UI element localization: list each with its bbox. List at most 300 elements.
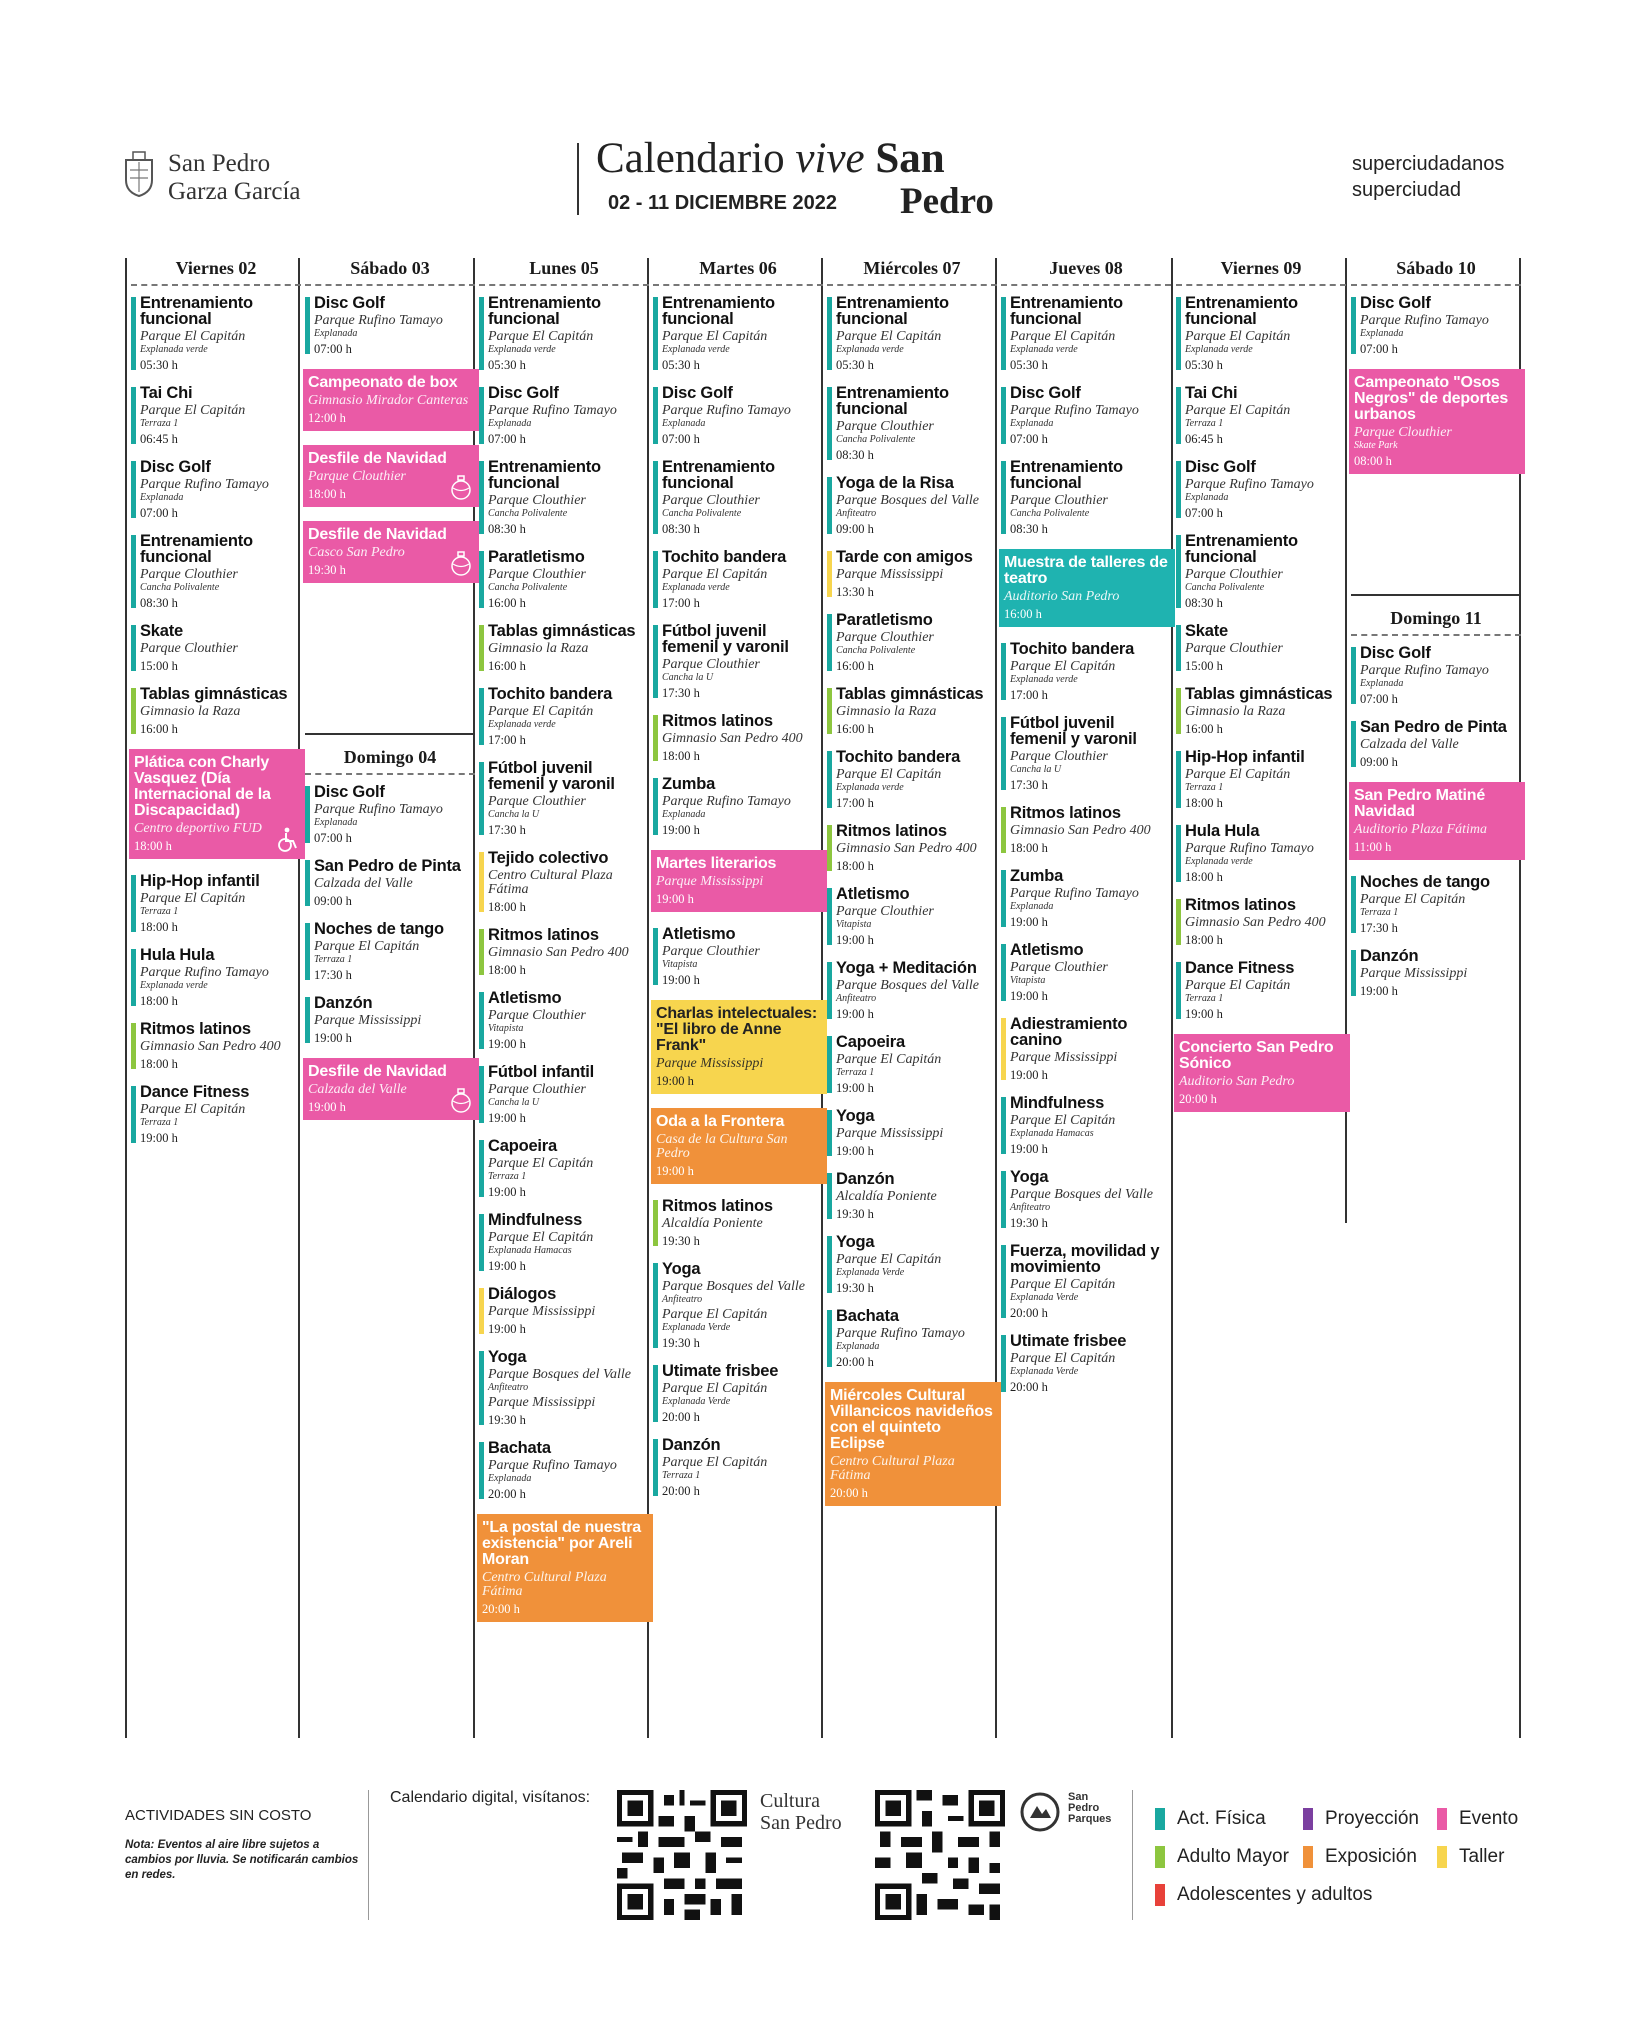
event-place: Parque Mississippi — [836, 1126, 944, 1141]
event-time: 18:00 h — [488, 963, 526, 977]
event-item — [1001, 1169, 1171, 1230]
event-title: Noches de tango — [314, 920, 444, 938]
legend-label: Adolescentes y adultos — [1177, 1884, 1373, 1905]
event-place: Alcaldía Poniente — [836, 1189, 937, 1204]
event-title: Utimate frisbee — [662, 1362, 779, 1380]
event-item — [479, 295, 649, 372]
event-subplace: Explanada — [1010, 418, 1054, 429]
event-place: Calzada del Valle — [314, 876, 413, 891]
event-title: Yoga + Meditación — [836, 959, 977, 977]
event-place: Parque El Capitán — [488, 1156, 594, 1171]
event-place: Gimnasio la Raza — [140, 704, 241, 719]
event-title: Disc Golf — [314, 783, 385, 801]
event-title: Campeonato "Osos Negros" de deportes urbanos — [1354, 374, 1509, 423]
municipality-name-line2: Garza García — [168, 178, 301, 205]
event-place: Parque El Capitán — [836, 1252, 942, 1267]
day-heading: Viernes 09 — [1176, 258, 1346, 286]
event-title: Ritmos latinos — [140, 1020, 251, 1038]
event-time: 07:00 h — [1010, 432, 1048, 446]
event-subplace: Explanada verde — [1185, 344, 1253, 355]
event-place: Parque El Capitán — [488, 704, 594, 719]
day-heading: Viernes 02 — [131, 258, 301, 286]
event-title: Yoga — [1010, 1168, 1049, 1186]
event-item — [827, 612, 997, 673]
event-subplace: Terraza 1 — [662, 1470, 701, 1481]
event-title: Martes literarios — [656, 855, 777, 872]
event-time: 17:30 h — [488, 823, 526, 837]
event-title: Tablas gimnásticas — [1185, 685, 1333, 703]
event-place: Parque El Capitán — [140, 891, 246, 906]
event-subplace: Anfiteatro — [836, 993, 877, 1004]
event-time: 19:00 h — [836, 1144, 874, 1158]
event-title: Atletismo — [1010, 941, 1084, 959]
event-place: Casa de la Cultura San Pedro — [656, 1132, 788, 1161]
event-time: 18:00 h — [1185, 870, 1223, 884]
event-title: Disc Golf — [1185, 458, 1256, 476]
event-subplace: Explanada Hamacas — [488, 1245, 572, 1256]
event-place: Parque El Capitán — [1010, 1351, 1116, 1366]
event-title: "La postal de nuestra existencia" por Areli Moran — [482, 1519, 641, 1568]
event-time: 18:00 h — [1185, 933, 1223, 947]
event-subplace: Terraza 1 — [314, 954, 353, 965]
day-column — [653, 258, 823, 1511]
event-box-teal — [999, 549, 1175, 627]
slogan-line1: superciudadanos — [1352, 153, 1505, 175]
event-box-pink — [303, 1058, 479, 1120]
event-item — [827, 1034, 997, 1095]
event-title: Tochito bandera — [662, 548, 787, 566]
municipality-name-line1: San Pedro — [168, 150, 271, 177]
event-time: 20:00 h — [836, 1355, 874, 1369]
event-item — [479, 1212, 649, 1273]
event-subplace: Explanada — [314, 817, 358, 828]
event-box-pink — [1349, 369, 1525, 474]
event-item — [1001, 868, 1171, 929]
day-heading: Lunes 05 — [479, 258, 649, 286]
event-title: Entrenamiento funcional — [488, 294, 601, 328]
event-time: 18:00 h — [836, 859, 874, 873]
event-title: San Pedro Matiné Navidad — [1354, 787, 1486, 820]
event-item — [827, 749, 997, 810]
event-item — [653, 1437, 823, 1498]
event-subplace: Explanada Verde — [662, 1396, 731, 1407]
event-place: Parque El Capitán — [1010, 659, 1116, 674]
event-item — [1351, 874, 1521, 935]
digital-calendar-label: Calendario digital, visítanos: — [390, 1789, 591, 1806]
event-subplace: Explanada Verde — [1010, 1366, 1079, 1377]
event-title: Capoeira — [488, 1137, 558, 1155]
event-time: 19:00 h — [836, 1081, 874, 1095]
event-time: 18:00 h — [488, 900, 526, 914]
event-item — [479, 850, 649, 914]
event-subplace: Explanada verde — [1185, 856, 1253, 867]
legend-label: Evento — [1459, 1808, 1519, 1829]
event-item — [1176, 459, 1346, 520]
event-item — [653, 385, 823, 446]
event-time: 19:00 h — [662, 823, 700, 837]
event-time: 08:30 h — [662, 522, 700, 536]
event-subplace: Cancha Polivalente — [836, 434, 916, 445]
event-time: 08:30 h — [488, 522, 526, 536]
event-item — [1176, 295, 1346, 372]
event-time: 17:00 h — [1010, 688, 1048, 702]
event-time: 18:00 h — [308, 487, 346, 501]
event-subplace: Cancha Polivalente — [488, 508, 568, 519]
event-item — [653, 459, 823, 536]
event-item — [131, 947, 301, 1008]
event-time: 16:00 h — [836, 722, 874, 736]
event-title: Ritmos latinos — [1185, 896, 1296, 914]
event-place: Parque Bosques del Valle — [836, 493, 979, 508]
event-time: 19:30 h — [488, 1413, 526, 1427]
event-title: Tai Chi — [1185, 384, 1238, 402]
event-time: 11:00 h — [1354, 840, 1392, 854]
event-time: 18:00 h — [1185, 796, 1223, 810]
event-subplace: Explanada — [1360, 328, 1404, 339]
event-time: 19:00 h — [140, 1131, 178, 1145]
event-title: Hip-Hop infantil — [140, 872, 260, 890]
day-column — [305, 258, 475, 1134]
event-place: Parque Clouthier — [1354, 425, 1452, 440]
page-footer — [0, 1780, 1630, 2032]
event-item — [827, 295, 997, 372]
event-time: 16:00 h — [1004, 607, 1042, 621]
event-time: 19:00 h — [836, 1007, 874, 1021]
legend-item — [1155, 1846, 1289, 1868]
event-subplace: Terraza 1 — [140, 418, 179, 429]
event-time: 19:00 h — [1185, 1007, 1223, 1021]
event-title: Atletismo — [488, 989, 562, 1007]
event-time: 17:00 h — [662, 596, 700, 610]
event-place: Gimnasio Mirador Canteras — [308, 393, 469, 408]
event-subplace: Vitapista — [1010, 975, 1046, 986]
event-title: Entrenamiento funcional — [1185, 532, 1298, 566]
event-place: Gimnasio San Pedro 400 — [662, 731, 803, 746]
event-place: Parque Mississippi — [656, 874, 764, 889]
event-item — [131, 385, 301, 446]
event-place: Parque Rufino Tamayo — [314, 313, 443, 328]
event-item — [1001, 715, 1171, 792]
event-time: 07:00 h — [1360, 342, 1398, 356]
event-item — [653, 713, 823, 763]
event-time: 19:00 h — [308, 1100, 346, 1114]
slogan-line2: superciudad — [1352, 179, 1461, 201]
title-vive: vive — [795, 135, 865, 182]
event-place: Parque Clouthier — [1010, 749, 1108, 764]
weather-note: Nota: Eventos al aire libre sujetos a cambios por lluvia. Se notificarán cambios en redes. — [125, 1839, 359, 1881]
event-title: Oda a la Frontera — [656, 1113, 785, 1130]
event-item — [479, 1064, 649, 1125]
event-time: 06:45 h — [140, 432, 178, 446]
event-item — [1001, 1243, 1171, 1320]
event-title: Bachata — [488, 1439, 551, 1457]
event-time: 18:00 h — [134, 839, 172, 853]
title-brand-1: San — [864, 135, 945, 182]
event-subplace: Explanada Hamacas — [1010, 1128, 1094, 1139]
event-subplace: Cancha la U — [662, 672, 714, 683]
event-time: 19:00 h — [1360, 984, 1398, 998]
legend-item — [1155, 1808, 1266, 1830]
event-place: Parque Clouthier — [308, 469, 406, 484]
event-time: 19:30 h — [836, 1281, 874, 1295]
event-time: 16:00 h — [488, 659, 526, 673]
calendar-grid — [125, 258, 1521, 1780]
event-time: 19:00 h — [1010, 915, 1048, 929]
event-title: Yoga — [488, 1348, 527, 1366]
event-place: Parque Clouthier — [488, 567, 586, 582]
event-place: Parque Bosques del Valle — [488, 1367, 631, 1382]
event-place: Parque Clouthier — [662, 657, 760, 672]
event-item — [479, 459, 649, 536]
event-subplace-2: Explanada Verde — [662, 1322, 731, 1333]
qr-code-parques-icon[interactable] — [875, 1790, 1005, 1920]
event-title: Muestra de talleres de teatro — [1004, 554, 1168, 587]
event-subplace: Anfiteatro — [662, 1294, 703, 1305]
event-place: Parque Mississippi — [488, 1304, 596, 1319]
event-subplace: Explanada verde — [836, 344, 904, 355]
event-subplace: Explanada — [488, 1473, 532, 1484]
event-title: Yoga — [836, 1233, 875, 1251]
event-subplace: Terraza 1 — [1185, 418, 1224, 429]
event-title: Skate — [1185, 622, 1229, 640]
event-time: 07:00 h — [314, 342, 352, 356]
event-subplace: Explanada Verde — [836, 1267, 905, 1278]
qr-cultura-label-line2: San Pedro — [760, 1812, 842, 1834]
event-time: 05:30 h — [1185, 358, 1223, 372]
event-item — [653, 1363, 823, 1424]
event-place: Parque Rufino Tamayo — [1360, 313, 1489, 328]
event-place: Parque Clouthier — [1185, 641, 1283, 656]
event-item — [1351, 645, 1521, 706]
event-subplace: Explanada verde — [488, 719, 556, 730]
event-title: Paratletismo — [836, 611, 933, 629]
qr-cultura-label — [760, 1790, 842, 1834]
event-title: Bachata — [836, 1307, 899, 1325]
event-place: Gimnasio San Pedro 400 — [488, 945, 629, 960]
coat-of-arms-icon — [122, 150, 156, 198]
event-item — [1176, 823, 1346, 884]
event-time: 08:30 h — [1010, 522, 1048, 536]
event-place: Parque Clouthier — [488, 794, 586, 809]
event-place: Auditorio San Pedro — [1179, 1074, 1295, 1089]
event-time: 17:30 h — [1010, 778, 1048, 792]
event-subplace: Explanada — [488, 418, 532, 429]
event-title: Zumba — [662, 775, 716, 793]
legend-item — [1303, 1808, 1419, 1830]
event-place: Parque Rufino Tamayo — [140, 965, 269, 980]
event-subplace: Skate Park — [1354, 440, 1398, 451]
event-time: 19:00 h — [314, 1031, 352, 1045]
event-title: Disc Golf — [1010, 384, 1081, 402]
day-heading: Sábado 10 — [1351, 258, 1521, 286]
event-title: Ritmos latinos — [836, 822, 947, 840]
event-title: Entrenamiento funcional — [1185, 294, 1298, 328]
event-item — [1001, 1333, 1171, 1394]
event-item — [479, 1349, 649, 1427]
title-main: Calendario — [596, 135, 796, 182]
event-item — [653, 1198, 823, 1248]
event-item — [479, 927, 649, 977]
event-title: Tablas gimnásticas — [836, 685, 984, 703]
event-subplace: Explanada — [662, 418, 706, 429]
event-subplace: Cancha la U — [488, 1097, 540, 1108]
event-item — [1001, 1016, 1171, 1082]
event-time: 20:00 h — [662, 1410, 700, 1424]
event-time: 19:00 h — [488, 1259, 526, 1273]
event-title: Tochito bandera — [836, 748, 961, 766]
event-subplace: Explanada verde — [662, 344, 730, 355]
event-place: Parque Rufino Tamayo — [1010, 886, 1139, 901]
event-time: 13:30 h — [836, 585, 874, 599]
event-place: Centro deportivo FUD — [134, 821, 262, 836]
legend-label: Proyección — [1325, 1808, 1419, 1829]
qr-code-cultura-icon[interactable] — [617, 1790, 747, 1920]
event-time: 19:00 h — [656, 892, 694, 906]
event-box-pink — [303, 445, 479, 507]
date-range: 02 - 11 DICIEMBRE 2022 — [608, 192, 837, 214]
event-place: Parque El Capitán — [1185, 978, 1291, 993]
day-heading: Domingo 11 — [1351, 594, 1521, 636]
event-time: 20:00 h — [482, 1602, 520, 1616]
event-place: Parque El Capitán — [1010, 1113, 1116, 1128]
event-item — [1176, 533, 1346, 610]
day-column — [131, 258, 301, 1158]
event-subplace: Terraza 1 — [488, 1171, 527, 1182]
event-item — [1001, 295, 1171, 372]
event-time: 08:30 h — [140, 596, 178, 610]
event-place: Parque El Capitán — [1010, 1277, 1116, 1292]
event-item — [653, 623, 823, 700]
event-time: 19:30 h — [836, 1207, 874, 1221]
event-title: Entrenamiento funcional — [140, 294, 253, 328]
event-title: Fútbol juvenil femenil y varonil — [662, 622, 789, 656]
event-time: 18:00 h — [140, 1057, 178, 1071]
event-time: 07:00 h — [140, 506, 178, 520]
event-place: Parque Mississippi — [314, 1013, 422, 1028]
event-box-pink — [1174, 1034, 1350, 1112]
event-title: Desfile de Navidad — [308, 1063, 447, 1080]
event-title: Danzón — [836, 1170, 895, 1188]
event-subplace: Vitapista — [662, 959, 698, 970]
event-place: Gimnasio San Pedro 400 — [836, 841, 977, 856]
wheelchair-icon — [275, 827, 299, 853]
event-subplace: Anfiteatro — [836, 508, 877, 519]
page-header — [0, 0, 1630, 240]
event-title: Entrenamiento funcional — [1010, 458, 1123, 492]
event-time: 17:00 h — [488, 733, 526, 747]
event-time: 20:00 h — [1179, 1092, 1217, 1106]
event-time: 15:00 h — [140, 659, 178, 673]
event-title: Yoga — [836, 1107, 875, 1125]
event-title: Danzón — [314, 994, 373, 1012]
municipality-logo-block — [122, 150, 301, 206]
event-item — [827, 385, 997, 462]
event-time: 18:00 h — [662, 749, 700, 763]
event-time: 20:00 h — [1010, 1380, 1048, 1394]
event-place: Parque Rufino Tamayo — [662, 794, 791, 809]
legend-swatch — [1303, 1846, 1313, 1868]
event-place: Parque Clouthier — [488, 1008, 586, 1023]
event-title: Disc Golf — [662, 384, 733, 402]
event-title: Ritmos latinos — [662, 1197, 773, 1215]
event-place: Parque Rufino Tamayo — [488, 1458, 617, 1473]
legend-swatch — [1303, 1808, 1313, 1830]
event-item — [827, 886, 997, 947]
event-title: Tochito bandera — [1010, 640, 1135, 658]
event-box-pink — [303, 369, 479, 431]
day-heading: Jueves 08 — [1001, 258, 1171, 286]
event-subplace: Terraza 1 — [140, 906, 179, 917]
event-title: Noches de tango — [1360, 873, 1490, 891]
event-title: Danzón — [1360, 947, 1419, 965]
event-time: 08:00 h — [1354, 454, 1392, 468]
event-time: 12:00 h — [308, 411, 346, 425]
event-title: Adiestramiento canino — [1010, 1015, 1128, 1049]
event-title: Dance Fitness — [1185, 959, 1295, 977]
event-title: Ritmos latinos — [488, 926, 599, 944]
event-item — [131, 295, 301, 372]
event-time: 07:00 h — [314, 831, 352, 845]
event-time: 16:00 h — [1185, 722, 1223, 736]
event-place: Parque Rufino Tamayo — [836, 1326, 965, 1341]
event-place: Casco San Pedro — [308, 545, 405, 560]
event-place: Parque Clouthier — [1010, 960, 1108, 975]
event-place: Parque El Capitán — [662, 1455, 768, 1470]
event-item — [479, 1440, 649, 1501]
legend-item — [1437, 1846, 1504, 1868]
event-title: Disc Golf — [140, 458, 211, 476]
event-item — [827, 475, 997, 536]
event-title: Paratletismo — [488, 548, 585, 566]
day-column — [1176, 258, 1346, 1126]
header-divider — [577, 143, 579, 215]
event-title: Yoga de la Risa — [836, 474, 954, 492]
event-place: Parque Mississippi — [656, 1056, 764, 1071]
footer-divider — [1132, 1790, 1133, 1920]
event-subplace: Vitapista — [488, 1023, 524, 1034]
event-place: Gimnasio San Pedro 400 — [140, 1039, 281, 1054]
event-subplace: Explanada — [662, 809, 706, 820]
legend-label: Exposición — [1325, 1846, 1417, 1867]
legend-item — [1303, 1846, 1417, 1868]
event-place: Parque El Capitán — [314, 939, 420, 954]
event-item — [131, 1021, 301, 1071]
event-place: Parque El Capitán — [140, 1102, 246, 1117]
event-title: Atletismo — [662, 925, 736, 943]
event-subplace: Explanada — [1010, 901, 1054, 912]
event-time: 19:00 h — [1010, 989, 1048, 1003]
event-subplace: Explanada — [1185, 492, 1229, 503]
event-subplace: Explanada verde — [1010, 674, 1078, 685]
event-subplace: Cancha Polivalente — [140, 582, 220, 593]
event-subplace: Cancha Polivalente — [1010, 508, 1090, 519]
event-title: Tochito bandera — [488, 685, 613, 703]
event-title: Disc Golf — [488, 384, 559, 402]
event-place: Parque El Capitán — [662, 329, 768, 344]
event-time: 06:45 h — [1185, 432, 1223, 446]
event-place: Parque Clouthier — [836, 630, 934, 645]
event-time: 19:00 h — [488, 1185, 526, 1199]
event-item — [305, 921, 475, 982]
event-item — [479, 990, 649, 1051]
event-item — [653, 295, 823, 372]
event-time: 19:30 h — [1010, 1216, 1048, 1230]
event-time: 09:00 h — [1360, 755, 1398, 769]
free-activities-label: ACTIVIDADES SIN COSTO — [125, 1807, 312, 1824]
event-place: Alcaldía Poniente — [662, 1216, 763, 1231]
event-place: Parque El Capitán — [488, 329, 594, 344]
event-title: Hula Hula — [140, 946, 215, 964]
